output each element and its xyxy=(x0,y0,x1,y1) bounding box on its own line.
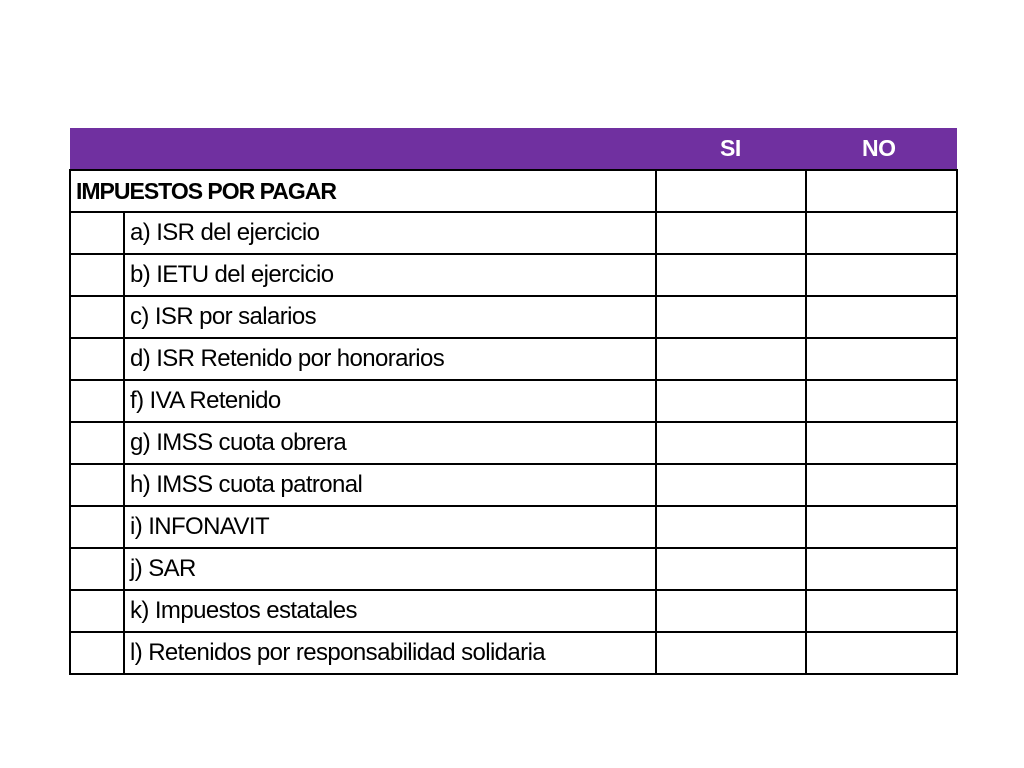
checklist-table-container xyxy=(69,128,956,675)
indent-cell xyxy=(70,296,124,338)
section-title: IMPUESTOS POR PAGAR xyxy=(70,170,656,212)
table-row xyxy=(70,380,957,422)
header-blank-cell xyxy=(70,128,656,170)
checklist-table xyxy=(69,128,958,675)
section-no-cell[interactable] xyxy=(806,170,957,212)
item-si-cell[interactable] xyxy=(656,632,806,674)
item-no-cell[interactable] xyxy=(806,632,957,674)
column-header-si: SI xyxy=(656,128,806,170)
item-si-cell[interactable] xyxy=(656,548,806,590)
item-label: c) ISR por salarios xyxy=(124,296,656,338)
table-row xyxy=(70,212,957,254)
item-si-cell[interactable] xyxy=(656,464,806,506)
indent-cell xyxy=(70,338,124,380)
item-si-cell[interactable] xyxy=(656,506,806,548)
table-row xyxy=(70,254,957,296)
item-si-cell[interactable] xyxy=(656,296,806,338)
table-row xyxy=(70,422,957,464)
item-label: b) IETU del ejercicio xyxy=(124,254,656,296)
section-si-cell[interactable] xyxy=(656,170,806,212)
header-row xyxy=(70,128,957,170)
item-label: k) Impuestos estatales xyxy=(124,590,656,632)
item-no-cell[interactable] xyxy=(806,422,957,464)
item-label: l) Retenidos por responsabilidad solidaria xyxy=(124,632,656,674)
item-label: g) IMSS cuota obrera xyxy=(124,422,656,464)
item-si-cell[interactable] xyxy=(656,380,806,422)
item-label: i) INFONAVIT xyxy=(124,506,656,548)
item-no-cell[interactable] xyxy=(806,506,957,548)
section-row xyxy=(70,170,957,212)
table-row xyxy=(70,338,957,380)
table-row xyxy=(70,548,957,590)
indent-cell xyxy=(70,380,124,422)
table-row xyxy=(70,632,957,674)
indent-cell xyxy=(70,212,124,254)
item-no-cell[interactable] xyxy=(806,338,957,380)
indent-cell xyxy=(70,632,124,674)
table-row xyxy=(70,464,957,506)
indent-cell xyxy=(70,590,124,632)
item-no-cell[interactable] xyxy=(806,296,957,338)
item-si-cell[interactable] xyxy=(656,422,806,464)
item-no-cell[interactable] xyxy=(806,590,957,632)
item-no-cell[interactable] xyxy=(806,380,957,422)
item-no-cell[interactable] xyxy=(806,254,957,296)
table-body xyxy=(70,128,957,674)
indent-cell xyxy=(70,464,124,506)
item-label: j) SAR xyxy=(124,548,656,590)
item-label: a) ISR del ejercicio xyxy=(124,212,656,254)
table-row xyxy=(70,296,957,338)
table-row xyxy=(70,590,957,632)
column-header-no: NO xyxy=(806,128,957,170)
item-label: h) IMSS cuota patronal xyxy=(124,464,656,506)
item-label: d) ISR Retenido por honorarios xyxy=(124,338,656,380)
item-no-cell[interactable] xyxy=(806,464,957,506)
item-no-cell[interactable] xyxy=(806,548,957,590)
table-row xyxy=(70,506,957,548)
item-label: f) IVA Retenido xyxy=(124,380,656,422)
indent-cell xyxy=(70,506,124,548)
indent-cell xyxy=(70,254,124,296)
item-no-cell[interactable] xyxy=(806,212,957,254)
item-si-cell[interactable] xyxy=(656,212,806,254)
indent-cell xyxy=(70,548,124,590)
indent-cell xyxy=(70,422,124,464)
item-si-cell[interactable] xyxy=(656,338,806,380)
item-si-cell[interactable] xyxy=(656,590,806,632)
item-si-cell[interactable] xyxy=(656,254,806,296)
